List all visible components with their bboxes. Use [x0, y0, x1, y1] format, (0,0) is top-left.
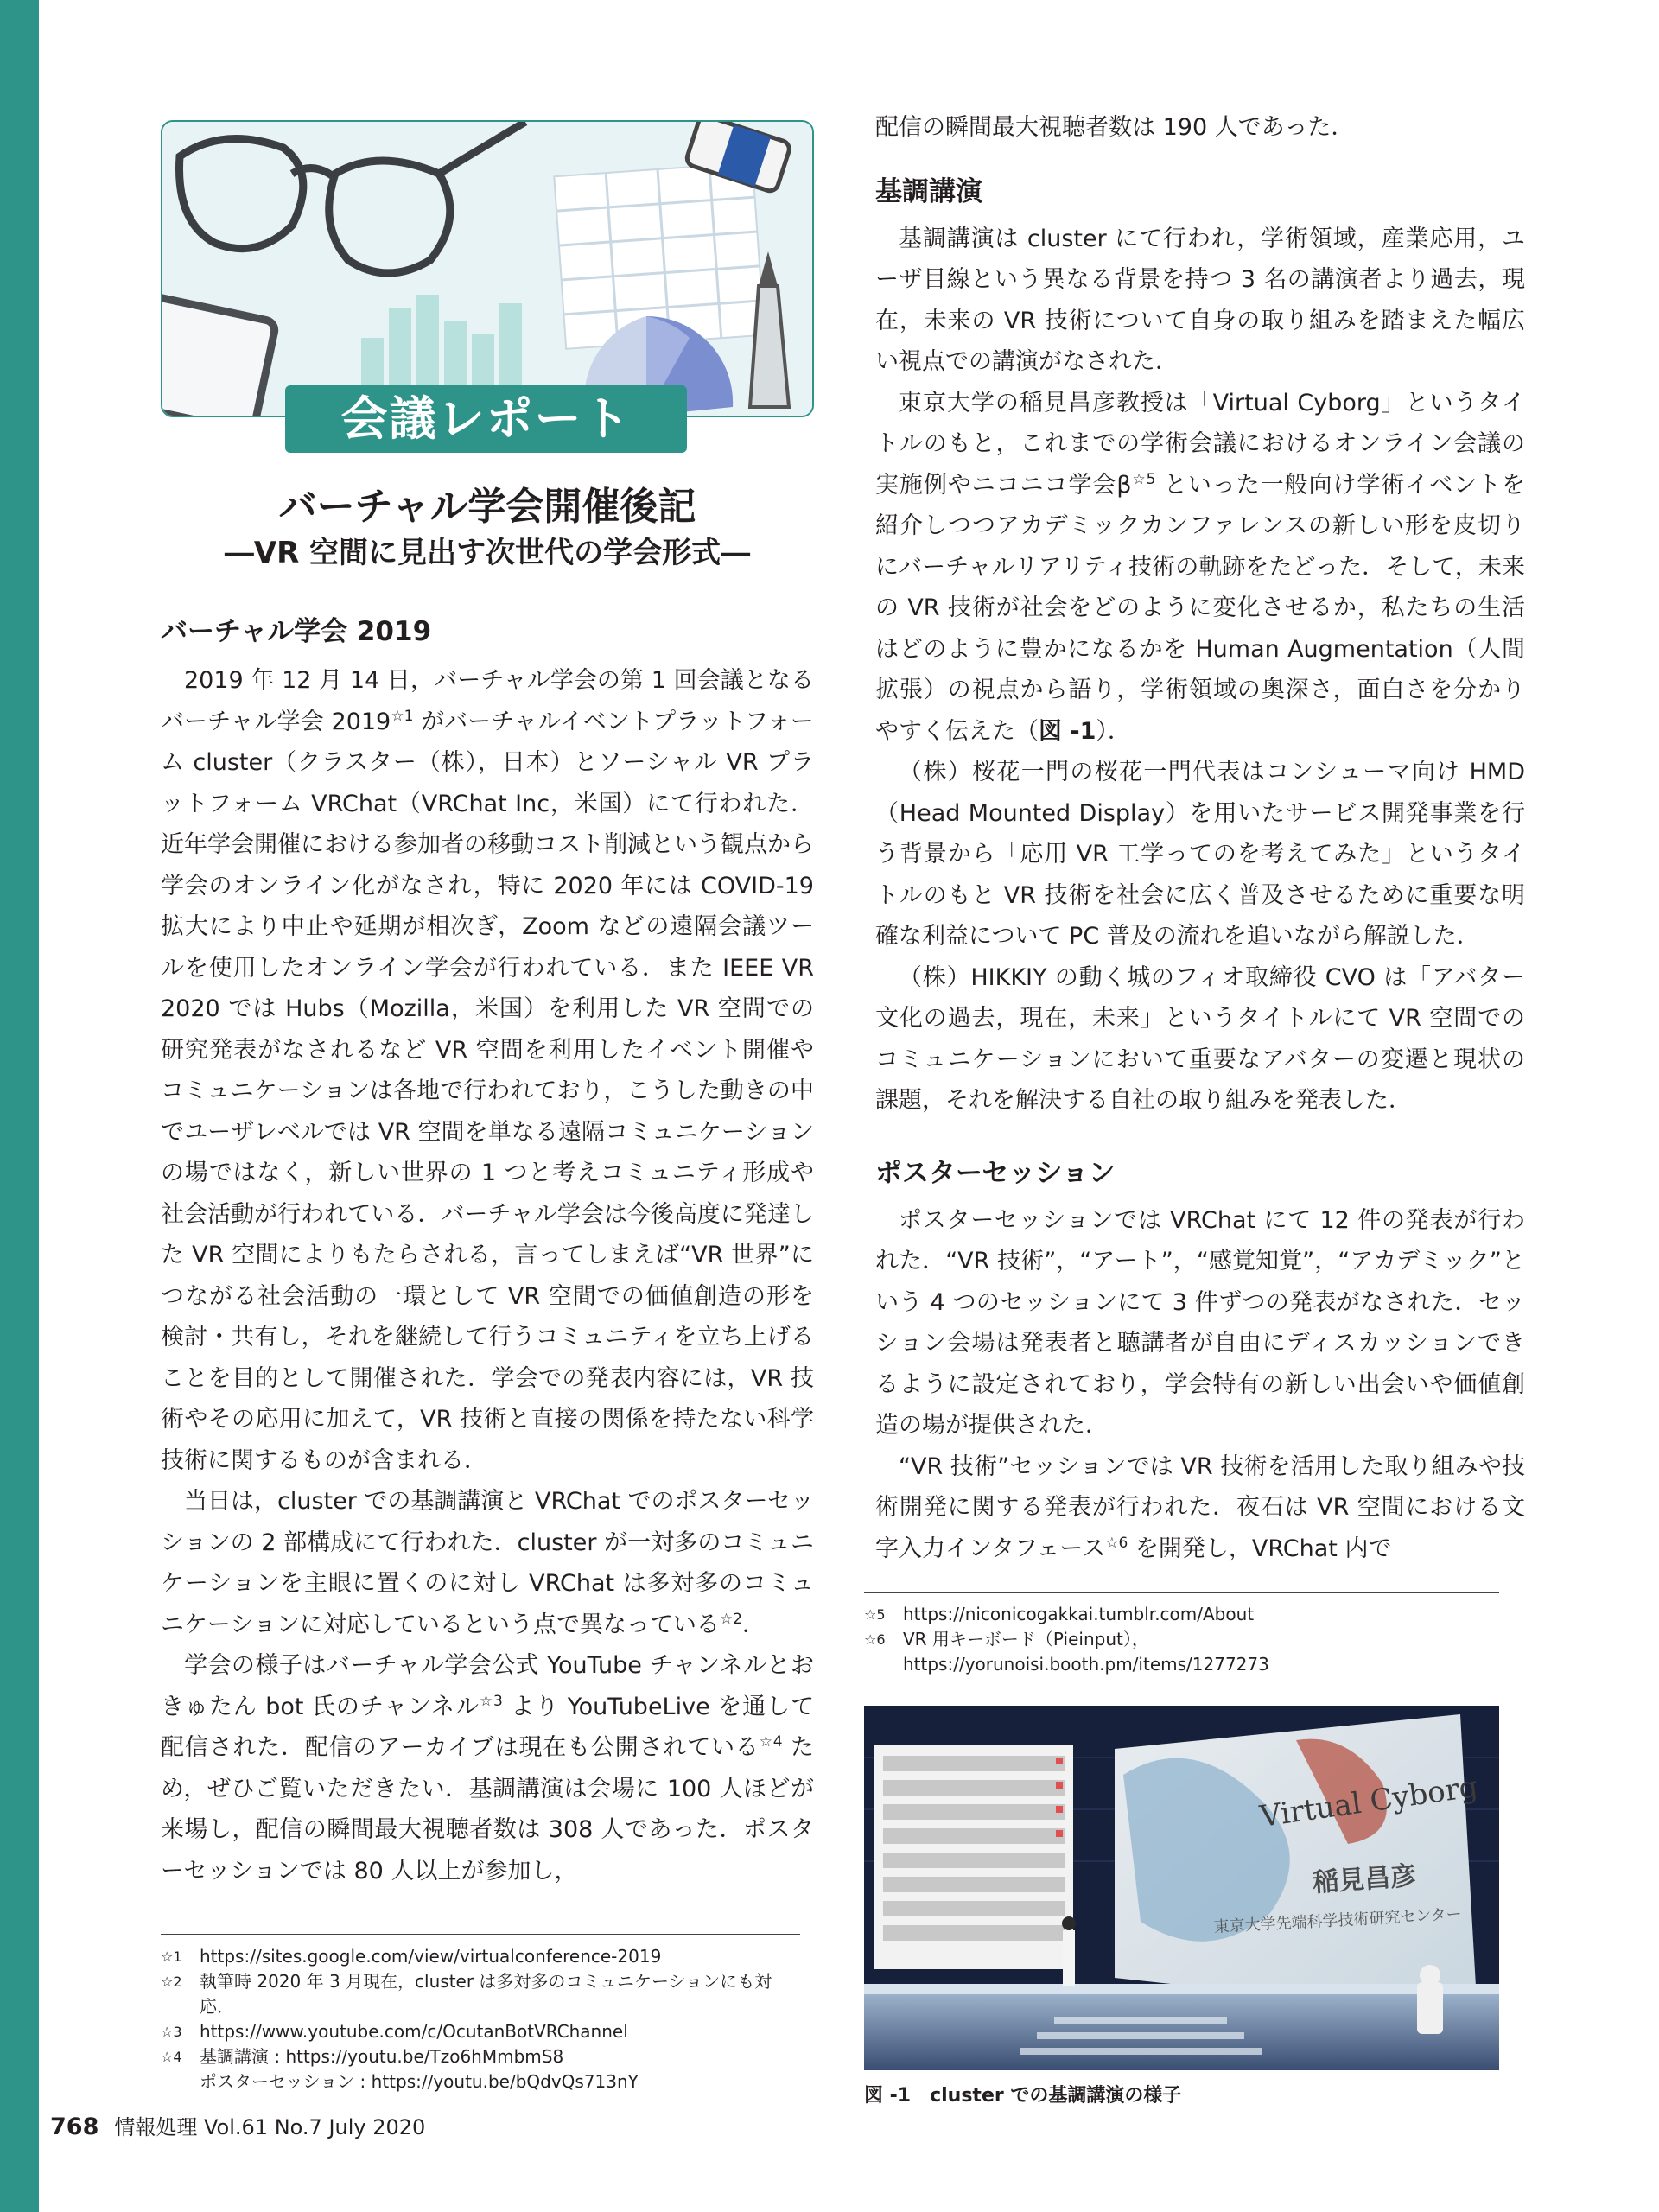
- slide-affiliation-text: 東京大学先端科学技術研究センター: [1213, 1904, 1463, 1936]
- section-badge: 会議レポート: [285, 385, 687, 453]
- page-number: 768: [50, 2113, 99, 2140]
- slide-name-text: 稲見昌彦: [1312, 1860, 1418, 1898]
- header-illustration: [161, 120, 814, 417]
- body-paragraph: 東京大学の稲見昌彦教授は「Virtual Cyborg」というタイトルのもと，これまでの学術会議におけるオンライン会議の実施例やニコニコ学会$\beta^{☆5}$ といった一般向け学術イベントを紹介しつつアカデミックカンファレンスの新しい形を皮切りにバーチャルリアリティ技術の軌跡をたどった．そして，未来の VR 技術が社会をどのように変化させるか，私たちの生活はどのように豊かになるかを Human Augmentation（人間拡張）の視点から語り，学術領域の奥深さ，面白さを分かりやすく伝えた（図 -1）．: [875, 389, 1525, 745]
- footnote: ☆4 基調講演 : https://youtu.be/Tzo6hMmbmS8 ポスターセッション : https://youtu.be/bQdvQs713nY: [161, 2046, 639, 2092]
- footnote-divider: [161, 1934, 800, 1935]
- section-heading-virtual-conference: バーチャル学会 2019: [161, 616, 432, 647]
- side-color-bar: [0, 0, 39, 2212]
- article-title: バーチャル学会開催後記: [278, 485, 696, 529]
- footnote-divider: [864, 1592, 1499, 1593]
- left-column: [161, 609, 814, 1891]
- figure-caption: 図 -1 cluster での基調講演の様子: [864, 2085, 1182, 2107]
- body-paragraph: 学会の様子はバーチャル学会公式 YouTube チャンネルとおきゅたん bot 氏のチャンネル$^{☆3}$ より YouTubeLive を通して配信された．配信のアーカイブは現在も公開されている$^{☆4}$ ため，ぜひご覧いただきたい．基調講演は会場に 100 人ほどが来場し，配信の瞬間最大視聴者数は 308 人であった．ポスターセッションでは 80 人以上が参加し，: [161, 1652, 815, 1885]
- page-footer: [50, 2110, 425, 2140]
- robot-avatar: [1417, 1965, 1443, 2034]
- body-paragraph: 当日は，cluster での基調講演と VRChat でのポスターセッションの 2 部構成にて行われた．cluster が一対多のコミュニケーションを主眼に置くのに対し VRChat は多対多のコミュニケーションに対応しているという点で異なっている$^{☆2}$．: [161, 1488, 815, 1638]
- speaker-avatar: [1062, 1916, 1076, 1986]
- body-paragraph: （株）桜花一門の桜花一門代表はコンシューマ向け HMD（Head Mounted Display）を用いたサービス開発事業を行う背景から「応用 VR 工学ってのを考えてみた」というタイトルのもと VR 技術を社会に広く普及させるために重要な明確な利益について PC 普及の流れを追いながら解説した．: [875, 759, 1525, 950]
- section-heading-poster: ポスターセッション: [875, 1157, 1116, 1189]
- body-paragraph: 基調講演は cluster にて行われ，学術領域，産業応用，ユーザ目線という異なる背景を持つ 3 名の講演者より過去，現在，未来の VR 技術について自身の取り組みを踏まえた幅広い視点での講演がなされた．: [875, 225, 1525, 375]
- article-subtitle: ―VR 空間に見出す次世代の学会形式―: [224, 536, 751, 570]
- footnote: ☆3 https://www.youtube.com/c/OcutanBotVRChannel: [161, 2021, 628, 2042]
- body-paragraph: ポスターセッションでは VRChat にて 12 件の発表が行われた．“VR 技術”，“アート”，“感覚知覚”，“アカデミック”という 4 つのセッションにて 3 件ずつの発表がなされた．セッション会場は発表者と聴講者が自由にディスカッションできるように設定されており，学会特有の新しい出会いや価値創造の場が提供された．: [875, 1206, 1525, 1439]
- body-paragraph: 2019 年 12 月 14 日，バーチャル学会の第 1 回会議となるバーチャル学会 $2019^{☆1}$ がバーチャルイベントプラットフォーム cluster（クラスター（株），日本）とソーシャル VR プラットフォーム VRChat（VRChat Inc，米国）にて行われた．近年学会開催における参加者の移動コスト削減という観点から学会のオンライン化がなされ，特に 2020 年には COVID-19 拡大により中止や延期が相次ぎ，Zoom などの遠隔会議ツールを使用したオンライン学会が行われている．また IEEE VR 2020 では Hubs（Mozilla，米国）を利用した VR 空間での研究発表がなされるなど VR 空間を利用したイベント開催やコミュニケーションは各地で行われており，こうした動きの中でユーザレベルでは VR 空間を単なる遠隔コミュニケーションの場ではなく，新しい世界の 1 つと考えコミュニティ形成や社会活動が行われている．バーチャル学会は今後高度に発達した VR 空間によりもたらされる，言ってしまえば“VR 世界”につながる社会活動の一環として VR 空間での価値創造の形を検討・共有し，それを継続して行うコミュニティを立ち上げることを目的として開催された．学会での発表内容には，VR 技術やその応用に加えて，VR 技術と直接の関係を持たない科学技術に関するものが含まれる．: [161, 667, 814, 1474]
- footnote: ☆2 執筆時 2020 年 3 月現在，cluster は多対多のコミュニケーションにも対応．: [161, 1971, 772, 2017]
- vr-venue-scene: [864, 1706, 1499, 2070]
- right-column: [875, 107, 1525, 1569]
- body-paragraph: “VR 技術”セッションでは VR 技術を活用した取り組みや技術開発に関する発表が行われた．夜石は VR 空間における文字入力インタフェース$^{☆6}$ を開発し，VRChat 内で: [875, 1452, 1525, 1562]
- left-footnotes: [161, 1944, 800, 2094]
- footnote: ☆5 https://niconicogakkai.tumblr.com/About: [864, 1604, 1255, 1624]
- body-paragraph: （株）HIKKIY の動く城のフィオ取締役 CVO は「アバター文化の過去，現在，未来」というタイトルにて VR 空間でのコミュニケーションにおいて重要なアバターの変遷と現状の課題，それを解決する自社の取り組みを発表した．: [875, 963, 1525, 1114]
- slide-title-text: Virtual Cyborg: [1257, 1769, 1480, 1834]
- keynote-photo: [864, 1706, 1499, 2070]
- footnote: ☆1 https://sites.google.com/view/virtualconference-2019: [161, 1946, 662, 1967]
- right-footnotes: [864, 1602, 1499, 1677]
- journal-info: 情報処理 Vol.61 No.7 July 2020: [114, 2115, 426, 2139]
- body-paragraph: 配信の瞬間最大視聴者数は 190 人であった．: [875, 114, 1355, 141]
- footnote: ☆6 VR 用キーボード（Pieinput）， https://yorunoisi.booth.pm/items/1277273: [864, 1629, 1269, 1675]
- comment-panel: [874, 1745, 1073, 1969]
- desk-illustration: [162, 122, 812, 416]
- section-heading-keynote: 基調講演: [875, 175, 982, 207]
